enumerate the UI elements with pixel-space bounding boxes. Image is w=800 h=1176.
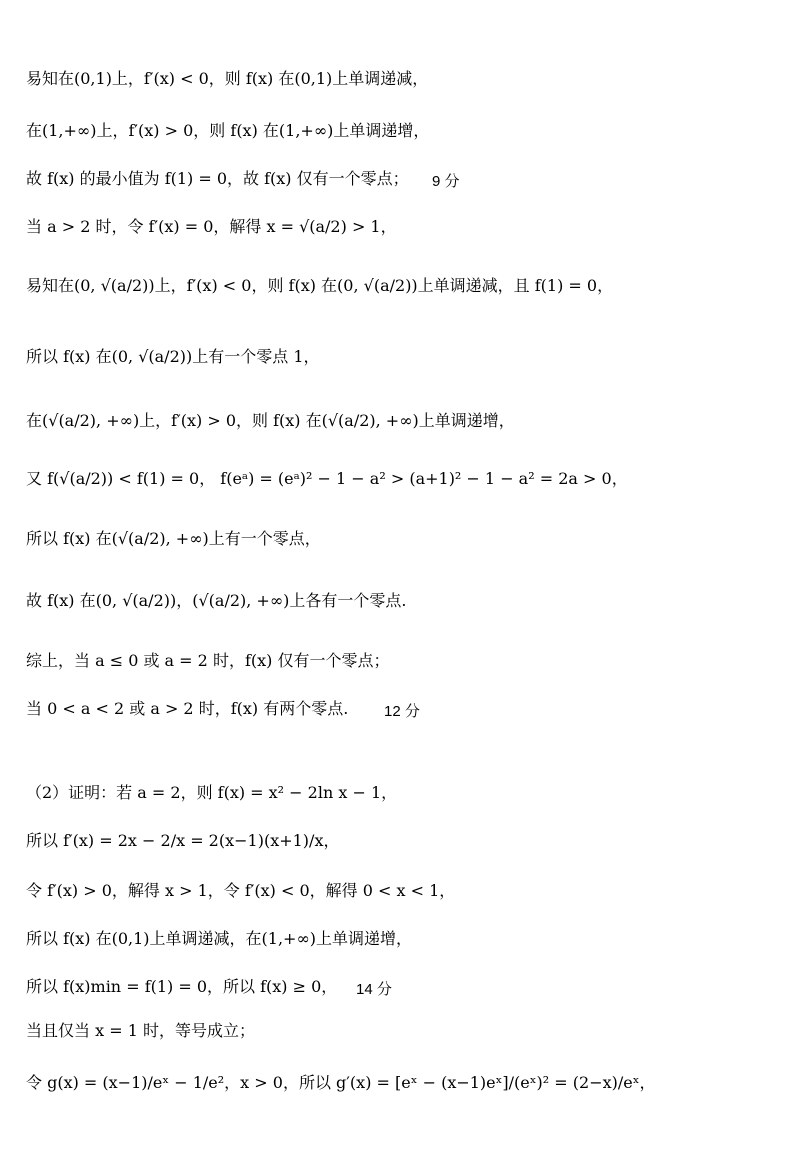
solution-line: 令 f′(x) > 0，解得 x > 1，令 f′(x) < 0，解得 0 < x < 1， <box>26 881 456 900</box>
score-marker: 14 分 <box>356 981 392 998</box>
solution-line: 当 0 < a < 2 或 a > 2 时，f(x) 有两个零点. <box>26 699 349 718</box>
solution-line: 故 f(x) 在(0, √(a/2))，(√(a/2), +∞)上各有一个零点. <box>26 591 407 610</box>
solution-line: 易知在(0,1)上，f′(x) < 0，则 f(x) 在(0,1)上单调递减， <box>26 69 429 88</box>
solution-line: 又 f(√(a/2)) < f(1) = 0， f(eᵃ) = (eᵃ)² − 1 − a² > (a+1)² − 1 − a² = 2a > 0， <box>26 469 628 488</box>
solution-line: 当 a > 2 时，令 f′(x) = 0，解得 x = √(a/2) > 1， <box>26 217 397 236</box>
score-marker: 12 分 <box>384 703 420 720</box>
solution-line: 故 f(x) 的最小值为 f(1) = 0，故 f(x) 仅有一个零点； <box>26 169 409 188</box>
solution-line: 在(1,+∞)上，f′(x) > 0，则 f(x) 在(1,+∞)上单调递增， <box>26 121 430 140</box>
solution-line: 易知在(0, √(a/2))上，f′(x) < 0，则 f(x) 在(0, √(a/2))上单调递减，且 f(1) = 0， <box>26 276 614 295</box>
solution-line: 所以 f′(x) = 2x − 2/x = 2(x−1)(x+1)/x， <box>26 831 340 850</box>
solution-line: 所以 f(x) 在(0, √(a/2))上有一个零点 1， <box>26 347 320 366</box>
solution-line: （2）证明：若 a = 2，则 f(x) = x² − 2ln x − 1， <box>26 783 398 802</box>
solution-line: 综上，当 a ≤ 0 或 a = 2 时，f(x) 仅有一个零点； <box>26 651 390 670</box>
solution-line: 当且仅当 x = 1 时，等号成立； <box>26 1021 255 1040</box>
solution-line: 所以 f(x) 在(0,1)上单调递减，在(1,+∞)上单调递增， <box>26 929 413 948</box>
solution-line: 所以 f(x)min = f(1) = 0，所以 f(x) ≥ 0， <box>26 977 338 996</box>
solution-line: 在(√(a/2), +∞)上，f′(x) > 0，则 f(x) 在(√(a/2), +∞)上单调递增， <box>26 411 515 430</box>
solution-line: 令 g(x) = (x−1)/eˣ − 1/e²，x > 0，所以 g′(x) = [eˣ − (x−1)eˣ]/(eˣ)² = (2−x)/eˣ， <box>26 1073 656 1092</box>
solution-line: 所以 f(x) 在(√(a/2), +∞)上有一个零点， <box>26 529 321 548</box>
score-marker: 9 分 <box>432 173 460 190</box>
